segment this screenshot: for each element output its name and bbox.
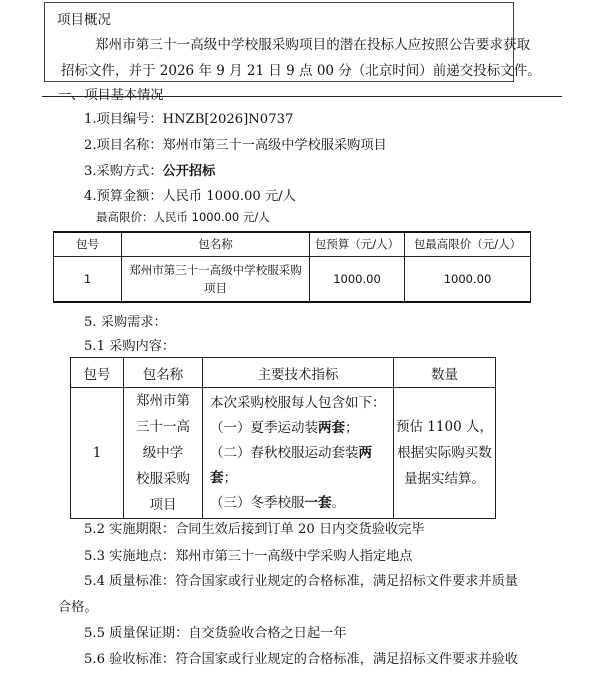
col-header-tech-specs: 主要技术指标 [203, 358, 394, 388]
demand-heading: 5. 采购需求： [84, 315, 167, 330]
package-no: 1 [71, 388, 124, 519]
implementation-period: 5.2 实施期限：合同生效后接到订单 20 日内交货验收完毕 [84, 522, 425, 537]
package-name-line: 项目 [149, 497, 177, 513]
quantity-line: 根据实际购买数 [397, 445, 492, 461]
tech-spec-text: （一）夏季运动装 [210, 419, 318, 436]
tech-spec-punct: ； [223, 469, 237, 486]
overview-text-line2: 招标文件，并于 2026 年 9 月 21 日 9 点 00 分（北京时间）前递交投标文件。 [61, 63, 541, 79]
tech-spec-text: （三）冬季校服 [210, 494, 305, 511]
project-number: 1.项目编号：HNZB[2026]N0737 [84, 112, 294, 127]
table-row [71, 388, 496, 519]
tech-spec-count: 两套 [210, 444, 372, 486]
tech-spec-item [210, 416, 393, 441]
package-name-line: 项目 [204, 280, 227, 295]
table-row [54, 256, 531, 302]
package-name-line: 校服采购 [136, 471, 190, 487]
package-name-line: 三十一高 [136, 419, 190, 435]
procurement-method-value: 公开招标 [162, 164, 216, 179]
procurement-content-table [70, 357, 496, 519]
budget-amount: 4.预算金额：人民币 1000.00 元/人 [84, 189, 296, 204]
tech-spec-punct: ； [345, 419, 359, 436]
tech-spec-count: 两套 [318, 419, 345, 436]
package-name-line: 级中学 [142, 445, 184, 461]
col-header-max-price: 包最高限价（元/人） [405, 232, 531, 256]
section-divider [42, 96, 562, 97]
tech-specs [203, 388, 394, 519]
tech-specs-intro: 本次采购校服每人包含如下： [210, 394, 386, 411]
tech-spec-punct: 。 [331, 494, 345, 511]
overview-title: 项目概况 [57, 12, 111, 28]
col-header-budget: 包预算（元/人） [310, 232, 405, 256]
warranty-period: 5.5 质量保证期：自交货验收合格之日起一年 [84, 626, 347, 641]
max-price: 最高限价：人民币 1000.00 元/人 [96, 210, 270, 224]
tech-spec-item [210, 441, 393, 491]
quantity-line: 预估 1100 人， [396, 419, 493, 435]
quantity-line: 量据实结算。 [404, 471, 485, 487]
col-header-package-name: 包名称 [124, 358, 203, 388]
col-header-package-no: 包号 [71, 358, 124, 388]
tech-spec-item [210, 491, 393, 516]
package-name [122, 256, 310, 302]
quality-standard-line2: 合格。 [58, 600, 98, 615]
project-overview-box [44, 2, 541, 82]
col-header-package-no: 包号 [54, 232, 122, 256]
package-budget: 1000.00 [310, 256, 405, 302]
budget-table [53, 231, 531, 303]
implementation-location: 5.3 实施地点：郑州市第三十一高级中学采购人指定地点 [84, 549, 413, 564]
overview-text-line1: 郑州市第三十一高级中学校服采购项目的潜在投标人应按照公告要求获取 [95, 37, 531, 53]
acceptance-standard: 5.6 验收标准：符合国家或行业规定的合格标准，满足招标文件要求并验收 [84, 652, 518, 667]
tech-spec-count: 一套 [304, 494, 332, 511]
quantity [394, 388, 496, 519]
procurement-method-label: 3.采购方式： [84, 164, 163, 179]
package-name-line: 郑州市第 [136, 393, 190, 409]
project-name: 2.项目名称：郑州市第三十一高级中学校服采购项目 [84, 138, 387, 153]
package-no: 1 [54, 256, 122, 302]
col-header-quantity: 数量 [394, 358, 496, 388]
package-name-line: 郑州市第三十一高级中学校服采购 [129, 262, 302, 277]
tech-spec-text: （二）春秋校服运动套装 [210, 444, 359, 461]
package-max-price: 1000.00 [405, 256, 531, 302]
col-header-package-name: 包名称 [122, 232, 310, 256]
section-heading: 一、项目基本情况 [58, 88, 164, 103]
quality-standard-line1: 5.4 质量标准：符合国家或行业规定的合格标准，满足招标文件要求并质量 [84, 574, 518, 589]
package-name [124, 388, 203, 519]
demand-subheading: 5.1 采购内容： [84, 339, 176, 354]
procurement-method [84, 160, 215, 179]
